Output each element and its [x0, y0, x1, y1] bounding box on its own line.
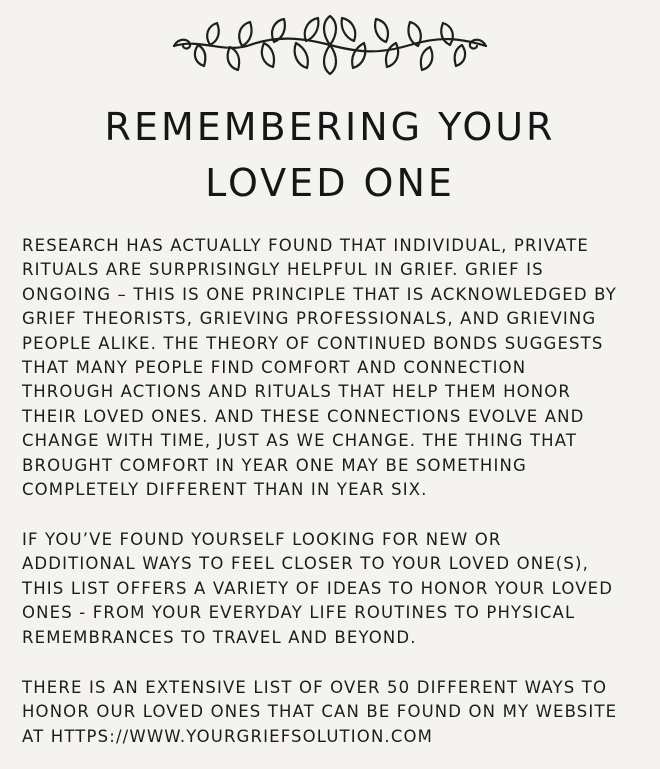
page-title-line-2: LOVED ONE [205, 161, 455, 205]
paragraph-line: HONOR OUR LOVED ONES THAT CAN BE FOUND ON MY WEBSITE [22, 702, 618, 722]
leafy-vine-ornament-icon [170, 12, 490, 78]
paragraph-line: THERE IS AN EXTENSIVE LIST OF OVER 50 DIFFERENT WAYS TO [22, 678, 608, 697]
paragraph-line: IF YOU’VE FOUND YOURSELF LOOKING FOR NEW OR [22, 530, 502, 549]
paragraph-line: THROUGH ACTIONS AND RITUALS THAT HELP THEM HONOR [22, 382, 572, 402]
paragraph-line: COMPLETELY DIFFERENT THAN IN YEAR SIX. [22, 479, 428, 499]
paragraph-website [22, 676, 652, 749]
paragraph-line: THIS LIST OFFERS A VARIETY OF IDEAS TO HONOR YOUR LOVED [22, 578, 614, 598]
paragraph-line: PEOPLE ALIKE. THE THEORY OF CONTINUED BONDS SUGGESTS [22, 333, 604, 353]
paragraph-line: ONGOING – THIS IS ONE PRINCIPLE THAT IS ACKNOWLEDGED BY [22, 284, 617, 304]
paragraph-line: REMEMBRANCES TO TRAVEL AND BEYOND. [22, 627, 417, 647]
paragraph-line: ONES - FROM YOUR EVERYDAY LIFE ROUTINES TO PHYSICAL [22, 603, 576, 623]
paragraph-research [22, 234, 652, 502]
paragraph-ideas-list [22, 528, 652, 650]
page-title-line-1: REMEMBERING YOUR [104, 105, 556, 149]
paragraph-line: THAT MANY PEOPLE FIND COMFORT AND CONNECTION [22, 357, 527, 377]
paragraph-line: RITUALS ARE SURPRISINGLY HELPFUL IN GRIEF. GRIEF IS [22, 260, 544, 280]
paragraph-line: ADDITIONAL WAYS TO FEEL CLOSER TO YOUR LOVED ONE(S), [22, 554, 589, 574]
paragraph-line: CHANGE WITH TIME, JUST AS WE CHANGE. THE THING THAT [22, 431, 578, 451]
paragraph-line: RESEARCH HAS ACTUALLY FOUND THAT INDIVIDUAL, PRIVATE [22, 236, 589, 255]
paragraph-line: GRIEF THEORISTS, GRIEVING PROFESSIONALS, AND GRIEVING [22, 309, 597, 329]
paragraph-line: BROUGHT COMFORT IN YEAR ONE MAY BE SOMETHING [22, 455, 527, 475]
paragraph-line: THEIR LOVED ONES. AND THESE CONNECTIONS EVOLVE AND [22, 406, 585, 426]
website-line: AT HTTPS://WWW.YOURGRIEFSOLUTION.COM [22, 726, 434, 746]
